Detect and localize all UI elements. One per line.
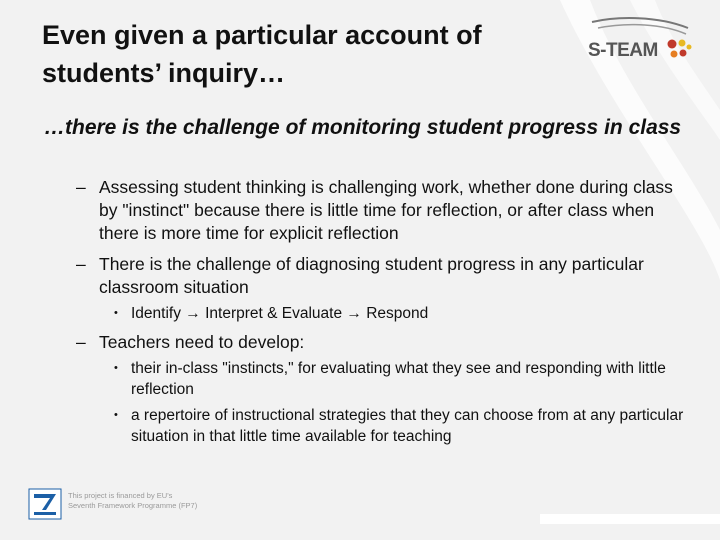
bullet-marker: • bbox=[114, 307, 118, 319]
subpoint-3-1 bbox=[114, 358, 694, 400]
dash-marker: – bbox=[76, 254, 86, 274]
subpoint-2-1 bbox=[114, 303, 694, 324]
point-text: Teachers need to develop: bbox=[99, 332, 305, 352]
point-text: Assessing student thinking is challenging work, whether done during class by "instinct" because there is little time for reflection, or after class when there is more time for explicit reflection bbox=[99, 177, 673, 243]
point-1 bbox=[76, 176, 696, 245]
logo-text: S-TEAM bbox=[588, 40, 658, 61]
bottom-decoration-bar bbox=[540, 514, 720, 524]
footer-fp7 bbox=[28, 488, 198, 528]
dash-marker: – bbox=[76, 177, 86, 197]
subpoint-text: a repertoire of instructional strategies that they can choose from at any particular situation in that little time available for teaching bbox=[131, 407, 684, 445]
dash-marker: – bbox=[76, 332, 86, 352]
subpoint-text: their in-class "instincts," for evaluating what they see and responding with little reflection bbox=[131, 360, 666, 398]
point-text: There is the challenge of diagnosing student progress in any particular classroom situation bbox=[99, 254, 644, 297]
point-2 bbox=[76, 253, 696, 299]
lead-bullet: …there is the challenge of monitoring student progress in class bbox=[44, 116, 682, 139]
s-team-logo bbox=[588, 14, 694, 66]
slide-title: Even given a particular account of students’ inquiry… bbox=[42, 20, 482, 88]
footer-text: This project is financed by EU's Seventh Framework Programme (FP7) bbox=[68, 491, 198, 510]
bullet-marker: • bbox=[114, 409, 118, 421]
bullet-marker: • bbox=[114, 362, 118, 374]
subpoint-3-2 bbox=[114, 405, 694, 447]
point-3 bbox=[76, 331, 696, 354]
subpoint-text: Identify → Interpret & Evaluate → Respond bbox=[131, 305, 429, 322]
fp7-logo-icon bbox=[28, 488, 62, 520]
